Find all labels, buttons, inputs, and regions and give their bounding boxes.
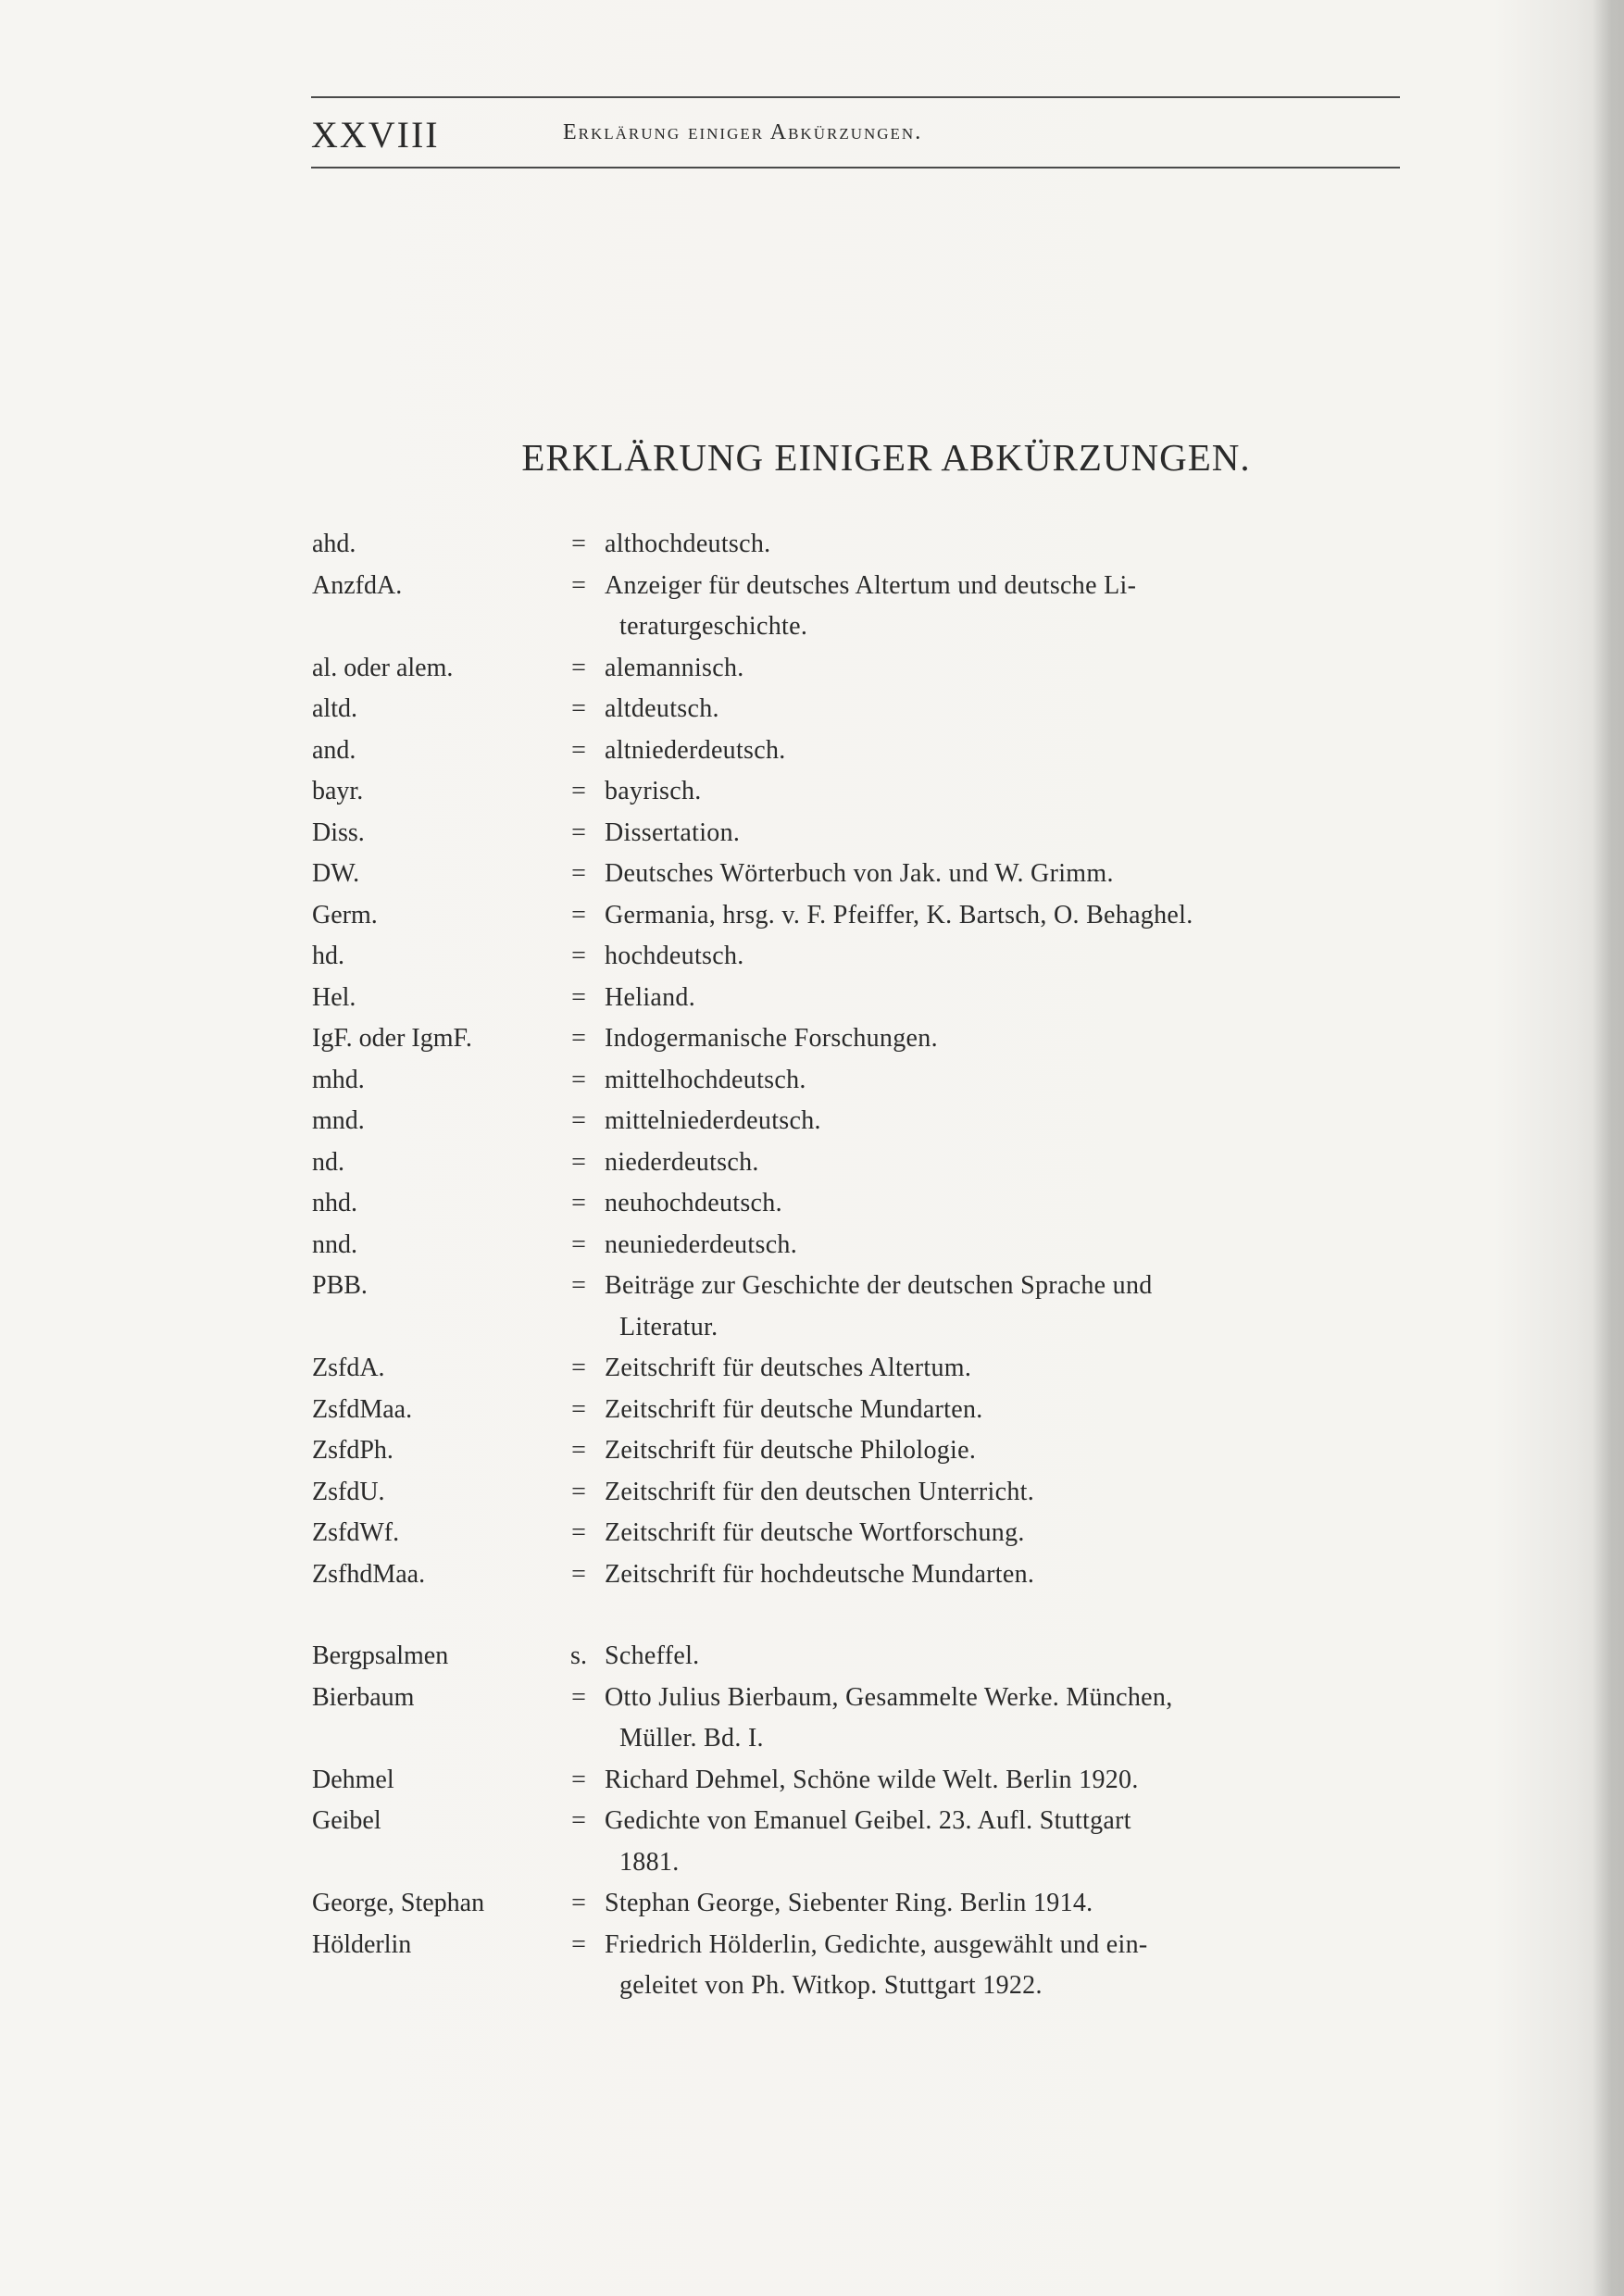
definition-line: Zeitschrift für hochdeutsche Mundarten. bbox=[605, 1559, 1035, 1589]
page-edge-shadow bbox=[1593, 0, 1624, 2296]
definition-line: altdeutsch. bbox=[605, 694, 719, 723]
entry-separator: = bbox=[571, 982, 586, 1012]
entry-separator: = bbox=[571, 1394, 586, 1424]
entry-row bbox=[312, 1801, 1386, 1883]
entry-definition bbox=[605, 648, 1386, 690]
entry-row bbox=[312, 1513, 1386, 1554]
entry-separator: = bbox=[571, 942, 586, 970]
entry-definition bbox=[605, 771, 1386, 813]
entry-definition bbox=[605, 1101, 1386, 1142]
entry-abbreviation: ZsfdPh. bbox=[312, 1436, 394, 1465]
entry-row bbox=[312, 1925, 1386, 2007]
entry-separator: = bbox=[571, 735, 586, 765]
definition-line: Stephan George, Siebenter Ring. Berlin 1914. bbox=[605, 1889, 1093, 1917]
entry-abbreviation: IgF. oder IgmF. bbox=[312, 1024, 472, 1053]
entry-abbreviation: mhd. bbox=[312, 1065, 365, 1094]
definition-line: Anzeiger für deutsches Altertum und deutsche Li- bbox=[605, 570, 1137, 600]
definition-line: Beiträge zur Geschichte der deutschen Sprache und bbox=[605, 1271, 1153, 1300]
entry-definition bbox=[605, 1060, 1386, 1102]
entry-abbreviation: bayr. bbox=[312, 777, 364, 805]
entry-abbreviation: ZsfdWf. bbox=[312, 1518, 400, 1547]
entry-definition bbox=[605, 978, 1386, 1019]
entry-definition bbox=[605, 1142, 1386, 1184]
entry-separator: = bbox=[571, 1929, 586, 1959]
definition-continuation: 1881. bbox=[619, 1847, 680, 1877]
entry-abbreviation: hd. bbox=[312, 942, 344, 970]
entry-row bbox=[312, 1883, 1386, 1925]
entry-row bbox=[312, 1554, 1386, 1596]
definition-line: Heliand. bbox=[605, 982, 696, 1012]
entry-abbreviation: ZsfdU. bbox=[312, 1477, 385, 1506]
entry-row bbox=[312, 1636, 1386, 1678]
entry-abbreviation: Geibel bbox=[312, 1806, 381, 1835]
entry-row bbox=[312, 1101, 1386, 1142]
entry-definition bbox=[605, 936, 1386, 978]
definition-line: neuhochdeutsch. bbox=[605, 1189, 782, 1217]
entry-abbreviation: ZsfhdMaa. bbox=[312, 1559, 426, 1589]
entry-row bbox=[312, 854, 1386, 895]
entry-row bbox=[312, 1390, 1386, 1431]
definition-line: altniederdeutsch. bbox=[605, 735, 786, 765]
entry-definition bbox=[605, 1801, 1386, 1883]
entry-separator: = bbox=[571, 653, 586, 682]
entry-definition bbox=[605, 1925, 1386, 2007]
entry-definition bbox=[605, 1018, 1386, 1060]
definition-line: althochdeutsch. bbox=[605, 530, 771, 558]
entry-row bbox=[312, 1472, 1386, 1514]
definition-continuation: geleitet von Ph. Witkop. Stuttgart 1922. bbox=[619, 1971, 1043, 2000]
entry-abbreviation: PBB. bbox=[312, 1271, 368, 1300]
definition-line: Germania, hrsg. v. F. Pfeiffer, K. Bartsch, O. Behaghel. bbox=[605, 900, 1193, 930]
entry-definition bbox=[605, 854, 1386, 895]
entry-separator: = bbox=[571, 1271, 586, 1300]
definition-continuation: Literatur. bbox=[619, 1312, 718, 1341]
entry-definition bbox=[605, 524, 1386, 566]
entry-definition bbox=[605, 1390, 1386, 1431]
entry-separator: = bbox=[571, 900, 586, 930]
entry-definition bbox=[605, 1513, 1386, 1554]
entry-abbreviation: George, Stephan bbox=[312, 1889, 485, 1917]
entry-abbreviation: mnd. bbox=[312, 1106, 365, 1135]
entry-row bbox=[312, 1678, 1386, 1760]
entry-separator: = bbox=[571, 694, 586, 723]
entry-separator: = bbox=[571, 1106, 586, 1135]
entry-abbreviation: DW. bbox=[312, 859, 360, 888]
definition-line: Deutsches Wörterbuch von Jak. und W. Grimm. bbox=[605, 859, 1114, 888]
definition-line: hochdeutsch. bbox=[605, 942, 744, 970]
definition-line: Dissertation. bbox=[605, 817, 741, 847]
definition-line: Zeitschrift für deutsche Mundarten. bbox=[605, 1394, 983, 1424]
entry-row bbox=[312, 524, 1386, 566]
definition-line: Otto Julius Bierbaum, Gesammelte Werke. München, bbox=[605, 1682, 1173, 1712]
entry-abbreviation: nd. bbox=[312, 1147, 344, 1177]
entry-definition bbox=[605, 730, 1386, 772]
entry-definition bbox=[605, 895, 1386, 937]
entry-separator: = bbox=[571, 1436, 586, 1465]
entry-row bbox=[312, 1760, 1386, 1802]
definition-line: neuniederdeutsch. bbox=[605, 1229, 798, 1259]
entry-separator: = bbox=[571, 1682, 586, 1712]
entry-row bbox=[312, 1266, 1386, 1348]
header-rule-top bbox=[311, 96, 1400, 98]
entry-abbreviation: ZsfdMaa. bbox=[312, 1394, 413, 1424]
entry-abbreviation: al. oder alem. bbox=[312, 653, 454, 682]
entry-definition bbox=[605, 1225, 1386, 1267]
definition-continuation: teraturgeschichte. bbox=[619, 612, 808, 641]
entry-definition bbox=[605, 1678, 1386, 1760]
entry-definition bbox=[605, 1883, 1386, 1925]
entry-row bbox=[312, 1225, 1386, 1267]
definition-continuation: Müller. Bd. I. bbox=[619, 1724, 764, 1753]
entry-abbreviation: ahd. bbox=[312, 530, 356, 558]
entry-abbreviation: Bergpsalmen bbox=[312, 1641, 449, 1670]
entry-separator: = bbox=[571, 859, 586, 888]
entry-definition bbox=[605, 1430, 1386, 1472]
entry-abbreviation: nhd. bbox=[312, 1189, 357, 1217]
definition-line: Richard Dehmel, Schöne wilde Welt. Berlin 1920. bbox=[605, 1765, 1139, 1794]
entry-abbreviation: Germ. bbox=[312, 900, 378, 930]
definition-line: Zeitschrift für den deutschen Unterricht. bbox=[605, 1477, 1035, 1506]
entry-separator: = bbox=[571, 1518, 586, 1547]
running-head-title: Erklärung einiger Abkürzungen. bbox=[563, 120, 923, 144]
definition-line: niederdeutsch. bbox=[605, 1147, 759, 1177]
entry-abbreviation: Dehmel bbox=[312, 1765, 394, 1794]
definition-line: Zeitschrift für deutsche Philologie. bbox=[605, 1436, 977, 1465]
entry-separator: = bbox=[571, 1189, 586, 1217]
entry-row bbox=[312, 689, 1386, 730]
entry-row bbox=[312, 1348, 1386, 1390]
definition-line: Gedichte von Emanuel Geibel. 23. Aufl. Stuttgart bbox=[605, 1806, 1131, 1835]
entry-separator: s. bbox=[570, 1641, 587, 1670]
definition-line: mittelniederdeutsch. bbox=[605, 1106, 821, 1135]
entry-abbreviation: altd. bbox=[312, 694, 357, 723]
entry-abbreviation: Hel. bbox=[312, 982, 356, 1012]
definition-line: Zeitschrift für deutsches Altertum. bbox=[605, 1354, 972, 1382]
abbreviation-list bbox=[312, 524, 1386, 2007]
definition-line: bayrisch. bbox=[605, 777, 702, 805]
entry-row bbox=[312, 648, 1386, 690]
entry-separator: = bbox=[571, 1765, 586, 1794]
entry-definition bbox=[605, 813, 1386, 855]
group-gap bbox=[312, 1595, 1386, 1636]
definition-line: alemannisch. bbox=[605, 653, 744, 682]
entry-row bbox=[312, 895, 1386, 937]
entry-definition bbox=[605, 1266, 1386, 1348]
entry-row bbox=[312, 730, 1386, 772]
entry-separator: = bbox=[571, 570, 586, 600]
entry-row bbox=[312, 936, 1386, 978]
entry-row bbox=[312, 1018, 1386, 1060]
entry-separator: = bbox=[571, 1354, 586, 1382]
definition-line: mittelhochdeutsch. bbox=[605, 1065, 806, 1094]
entry-separator: = bbox=[571, 1147, 586, 1177]
entry-definition bbox=[605, 1183, 1386, 1225]
definition-line: Zeitschrift für deutsche Wortforschung. bbox=[605, 1518, 1025, 1547]
entry-separator: = bbox=[571, 817, 586, 847]
entry-separator: = bbox=[571, 1889, 586, 1917]
definition-line: Scheffel. bbox=[605, 1641, 700, 1670]
entry-row bbox=[312, 978, 1386, 1019]
abbreviation-group bbox=[312, 524, 1386, 1595]
entry-abbreviation: Hölderlin bbox=[312, 1929, 412, 1959]
entry-separator: = bbox=[571, 1024, 586, 1053]
header-rule-bottom bbox=[311, 167, 1400, 168]
entry-abbreviation: and. bbox=[312, 735, 356, 765]
entry-row bbox=[312, 1060, 1386, 1102]
entry-separator: = bbox=[571, 530, 586, 558]
entry-row bbox=[312, 566, 1386, 648]
entry-definition bbox=[605, 1554, 1386, 1596]
entry-separator: = bbox=[571, 1065, 586, 1094]
section-title: ERKLÄRUNG EINIGER ABKÜRZUNGEN. bbox=[521, 436, 1251, 479]
entry-row bbox=[312, 771, 1386, 813]
entry-row bbox=[312, 1142, 1386, 1184]
definition-line: Friedrich Hölderlin, Gedichte, ausgewählt und ein- bbox=[605, 1929, 1148, 1959]
entry-abbreviation: AnzfdA. bbox=[312, 570, 403, 600]
entry-row bbox=[312, 813, 1386, 855]
entry-separator: = bbox=[571, 1229, 586, 1259]
entry-row bbox=[312, 1430, 1386, 1472]
entry-separator: = bbox=[571, 777, 586, 805]
definition-line: Indogermanische Forschungen. bbox=[605, 1024, 938, 1053]
entry-abbreviation: nnd. bbox=[312, 1229, 357, 1259]
page-number: XXVIII bbox=[311, 114, 440, 156]
entry-separator: = bbox=[571, 1559, 586, 1589]
entry-row bbox=[312, 1183, 1386, 1225]
entry-abbreviation: ZsfdA. bbox=[312, 1354, 385, 1382]
source-group bbox=[312, 1636, 1386, 2007]
entry-definition bbox=[605, 689, 1386, 730]
entry-separator: = bbox=[571, 1806, 586, 1835]
entry-definition bbox=[605, 1348, 1386, 1390]
entry-definition bbox=[605, 1472, 1386, 1514]
entry-definition bbox=[605, 1636, 1386, 1678]
entry-abbreviation: Diss. bbox=[312, 817, 365, 847]
running-head bbox=[311, 96, 1400, 170]
entry-definition bbox=[605, 1760, 1386, 1802]
entry-separator: = bbox=[571, 1477, 586, 1506]
entry-definition bbox=[605, 566, 1386, 648]
entry-abbreviation: Bierbaum bbox=[312, 1682, 415, 1712]
